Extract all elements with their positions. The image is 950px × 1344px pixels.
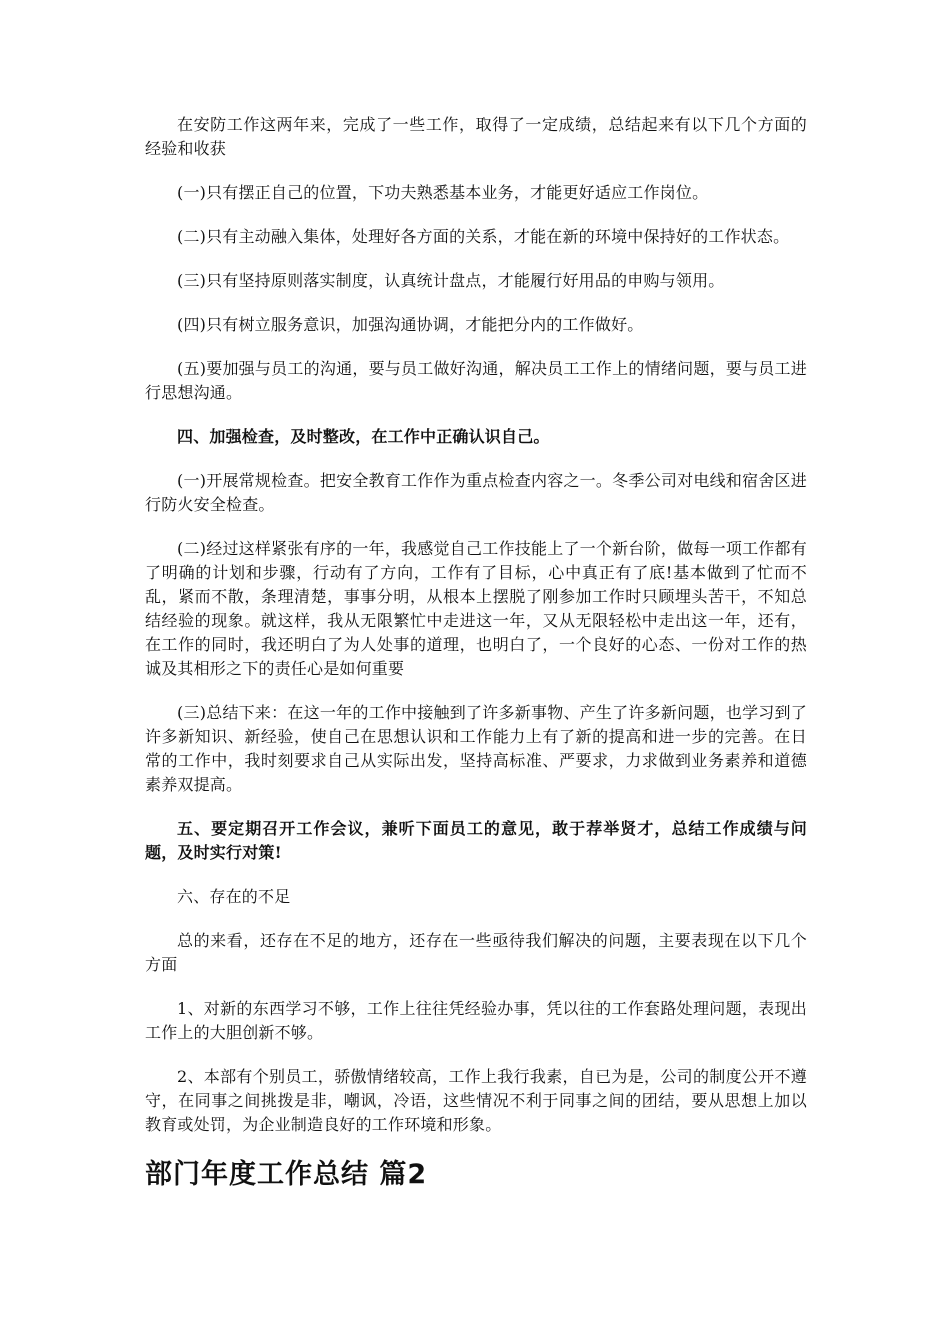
heading-section-5: 五、要定期召开工作会议，兼听下面员工的意见，敢于荐举贤才，总结工作成绩与问题，及时实行对策!	[145, 819, 807, 862]
section-title: 部门年度工作总结 篇2	[145, 1159, 428, 1190]
paragraph-intro: 在安防工作这两年来，完成了一些工作，取得了一定成绩，总结起来有以下几个方面的经验和收获	[145, 115, 807, 158]
paragraph-item-5: (五)要加强与员工的沟通，要与员工做好沟通，解决员工工作上的情绪问题，要与员工进行思想沟通。	[145, 359, 807, 402]
paragraph-check-3: (三)总结下来：在这一年的工作中接触到了许多新事物、产生了许多新问题，也学习到了许多新知识、新经验，使自己在思想认识和工作能力上有了新的提高和进一步的完善。在日常的工作中，我时刻要求自己从实际出发，坚持高标准、严要求，力求做到业务素养和道德素养双提高。	[145, 703, 807, 794]
heading-section-6: 六、存在的不足	[177, 887, 291, 906]
paragraph-shortcoming-1: 1、对新的东西学习不够，工作上往往凭经验办事，凭以往的工作套路处理问题，表现出工作上的大胆创新不够。	[145, 999, 807, 1042]
paragraph-item-1: (一)只有摆正自己的位置，下功夫熟悉基本业务，才能更好适应工作岗位。	[177, 183, 709, 202]
paragraph-check-1: (一)开展常规检查。把安全教育工作作为重点检查内容之一。冬季公司对电线和宿舍区进行防火安全检查。	[145, 471, 807, 514]
paragraph-item-4: (四)只有树立服务意识，加强沟通协调，才能把分内的工作做好。	[177, 315, 644, 334]
paragraph-check-2: (二)经过这样紧张有序的一年，我感觉自己工作技能上了一个新台阶，做每一项工作都有了明确的计划和步骤，行动有了方向，工作有了目标，心中真正有了底!基本做到了忙而不乱，紧而不散，条理清楚，事事分明，从根本上摆脱了刚参加工作时只顾埋头苦干，不知总结经验的现象。就这样，我从无限繁忙中走进这一年，又从无限轻松中走出这一年，还有，在工作的同时，我还明白了为人处事的道理，也明白了，一个良好的心态、一份对工作的热诚及其相形之下的责任心是如何重要	[145, 539, 807, 678]
paragraph-shortcoming-2: 2、本部有个别员工，骄傲情绪较高，工作上我行我素，自已为是，公司的制度公开不遵守，在同事之间挑拨是非，嘲讽，冷语，这些情况不利于同事之间的团结，要从思想上加以教育或处罚，为企业制造良好的工作环境和形象。	[145, 1067, 807, 1134]
heading-section-4: 四、加强检查，及时整改，在工作中正确认识自己。	[177, 427, 550, 446]
paragraph-item-3: (三)只有坚持原则落实制度，认真统计盘点，才能履行好用品的申购与领用。	[177, 271, 725, 290]
paragraph-item-2: (二)只有主动融入集体，处理好各方面的关系，才能在新的环境中保持好的工作状态。	[177, 227, 790, 246]
paragraph-shortcomings-intro: 总的来看，还存在不足的地方，还存在一些亟待我们解决的问题，主要表现在以下几个方面	[145, 931, 807, 974]
document-body	[145, 113, 807, 1193]
